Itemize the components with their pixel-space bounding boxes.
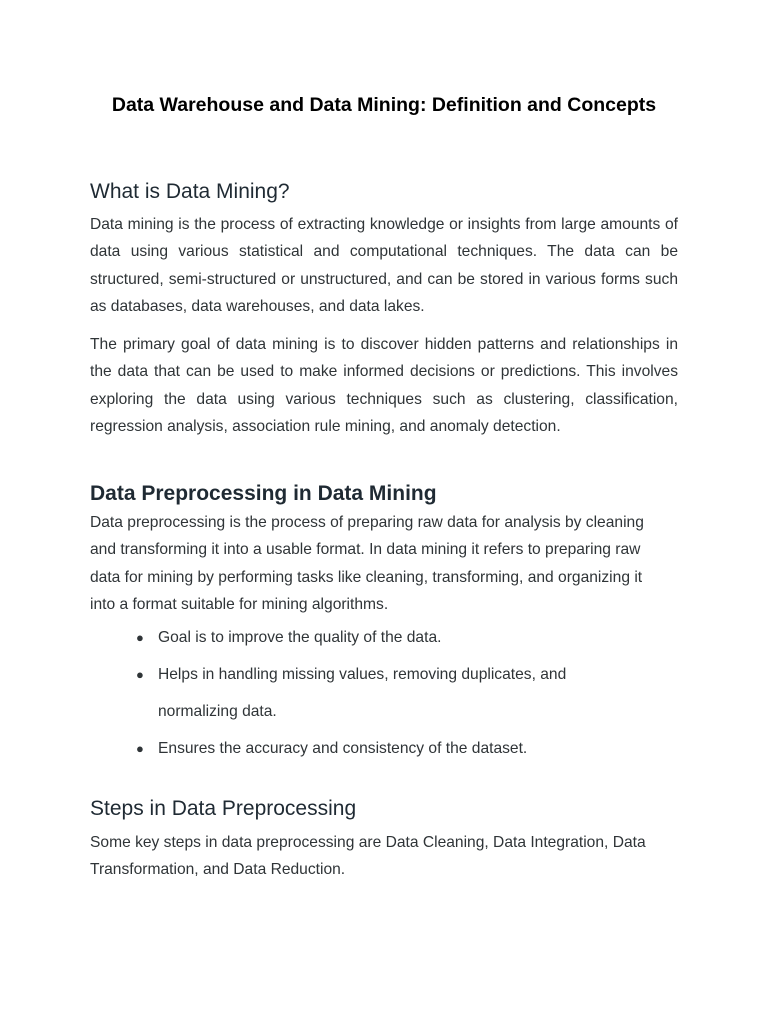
list-item <box>90 730 650 767</box>
list-item-text: Helps in handling missing values, removing duplicates, and <box>158 666 567 683</box>
document-title: Data Warehouse and Data Mining: Definition and Concepts <box>111 94 657 116</box>
paragraph-steps: Some key steps in data preprocessing are Data Cleaning, Data Integration, Data Transformation, and Data Reduction. <box>90 834 646 879</box>
bullet-icon: ● <box>136 630 144 645</box>
bullet-icon: ● <box>136 741 144 756</box>
list-item-text: Goal is to improve the quality of the data. <box>158 629 442 646</box>
list-item <box>90 656 650 730</box>
section-heading-steps: Steps in Data Preprocessing <box>90 797 357 820</box>
paragraph-definition: Data mining is the process of extracting knowledge or insights from large amounts of data using various statistical and computational techniques. The data can be structured, semi-structured or unstructured, and can be stored in various forms such as databases, data warehouses, and data lakes. <box>90 216 678 315</box>
list-item-text-continuation: normalizing data. <box>158 703 277 720</box>
paragraph-primary-goal: The primary goal of data mining is to discover hidden patterns and relationships in the data that can be used to make informed decisions or predictions. This involves exploring the data using various techniques such as clustering, classification, regression analysis, association rule mining, and anomaly detection. <box>90 336 678 435</box>
bullet-icon: ● <box>136 667 144 682</box>
list-item <box>90 619 650 656</box>
section-heading-data-preprocessing: Data Preprocessing in Data Mining <box>90 482 437 505</box>
bullet-list <box>90 619 650 767</box>
paragraph-preprocessing: Data preprocessing is the process of preparing raw data for analysis by cleaning and transforming it into a usable format. In data mining it refers to preparing raw data for mining by performing tasks like cleaning, transforming, and organizing it into a format suitable for mining algorithms. <box>90 514 644 613</box>
list-item-text: Ensures the accuracy and consistency of the dataset. <box>158 740 528 757</box>
section-heading-what-is-data-mining: What is Data Mining? <box>90 180 290 203</box>
